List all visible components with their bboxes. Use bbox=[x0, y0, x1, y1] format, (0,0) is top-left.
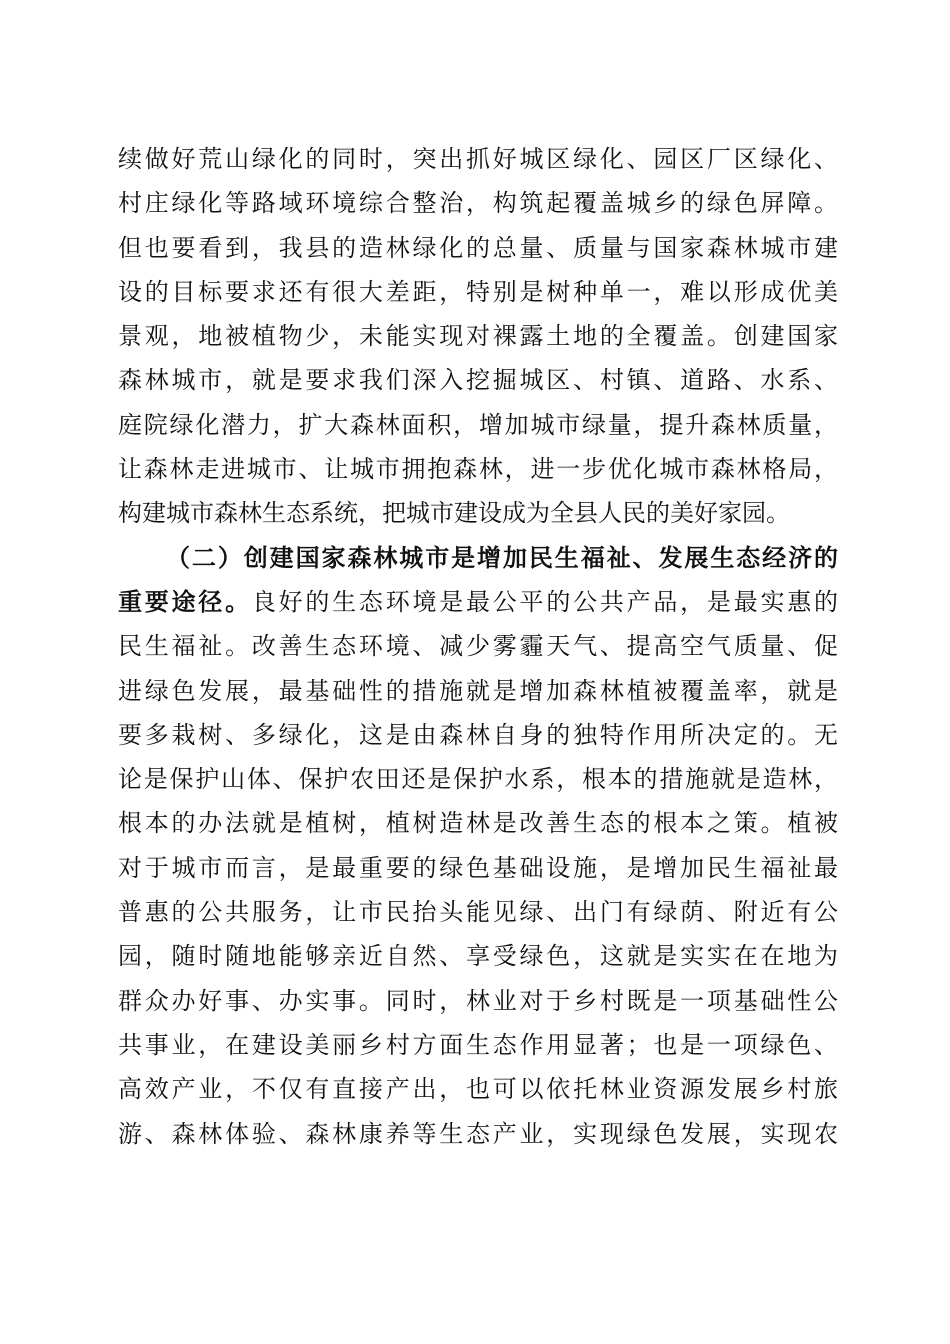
paragraph-1-line-2: 村庄绿化等路域环境综合整治，构筑起覆盖城乡的绿色屏障。 bbox=[118, 189, 838, 218]
paragraph-1-line-1: 续做好荒山绿化的同时，突出抓好城区绿化、园区厂区绿化、 bbox=[118, 145, 838, 173]
paragraph-2-line-10: 园，随时随地能够亲近自然、享受绿色，这就是实实在在地为 bbox=[118, 942, 838, 971]
paragraph-2-line-12: 共事业，在建设美丽乡村方面生态作用显著；也是一项绿色、 bbox=[118, 1030, 838, 1059]
paragraph-2-line-6: 论是保护山体、保护农田还是保护水系，根本的措施就是造林， bbox=[118, 765, 838, 794]
paragraph-2-line-13: 高效产业，不仅有直接产出，也可以依托林业资源发展乡村旅 bbox=[118, 1075, 838, 1104]
section-heading-line-2: 重要途径。 bbox=[118, 586, 252, 616]
paragraph-1-line-8: 让森林走进城市、让城市拥抱森林，进一步优化城市森林格局， bbox=[118, 455, 838, 484]
document-body bbox=[118, 137, 838, 1156]
paragraph-1-line-7: 庭院绿化潜力，扩大森林面积，增加城市绿量，提升森林质量， bbox=[118, 410, 838, 439]
paragraph-2-line-5: 要多栽树、多绿化，这是由森林自身的独特作用所决定的。无 bbox=[118, 720, 838, 749]
paragraph-1-line-9: 构建城市森林生态系统，把城市建设成为全县人民的美好家园。 bbox=[118, 499, 790, 528]
paragraph-1-line-4: 设的目标要求还有很大差距，特别是树种单一，难以形成优美 bbox=[118, 277, 838, 306]
paragraph-2-line-4: 进绿色发展，最基础性的措施就是增加森林植被覆盖率，就是 bbox=[118, 676, 838, 705]
paragraph-2-line-2-rest: 良好的生态环境是最公平的公共产品，是最实惠的 bbox=[251, 587, 838, 616]
paragraph-1-line-5: 景观，地被植物少，未能实现对裸露土地的全覆盖。创建国家 bbox=[118, 322, 838, 351]
paragraph-2-line-8: 对于城市而言，是最重要的绿色基础设施，是增加民生福祉最 bbox=[118, 853, 838, 882]
paragraph-2-line-14: 游、森林体验、森林康养等生态产业，实现绿色发展，实现农 bbox=[118, 1119, 838, 1148]
section-heading-line-1: （二）创建国家森林城市是增加民生福祉、发展生态经济的 bbox=[166, 542, 838, 572]
paragraph-2-line-3: 民生福祉。改善生态环境、减少雾霾天气、提高空气质量、促 bbox=[118, 632, 838, 661]
paragraph-2-line-2 bbox=[118, 580, 838, 624]
paragraph-2-line-9: 普惠的公共服务，让市民抬头能见绿、出门有绿荫、附近有公 bbox=[118, 898, 838, 927]
paragraph-2-line-11: 群众办好事、办实事。同时，林业对于乡村既是一项基础性公 bbox=[118, 986, 838, 1015]
paragraph-1-line-3: 但也要看到，我县的造林绿化的总量、质量与国家森林城市建 bbox=[118, 233, 838, 262]
paragraph-1-line-6: 森林城市，就是要求我们深入挖掘城区、村镇、道路、水系、 bbox=[118, 366, 838, 395]
paragraph-2-line-7: 根本的办法就是植树，植树造林是改善生态的根本之策。植被 bbox=[118, 809, 838, 838]
